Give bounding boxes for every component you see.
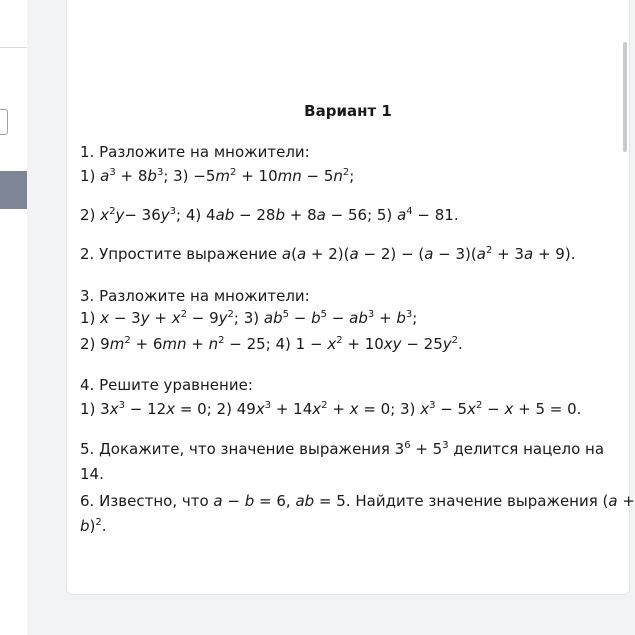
task-3-line-1: 1) $x - 3y + x^2 - 9y^2$; 3) $ab^5 - b^5 - ab^3 + b^3$; bbox=[80, 309, 418, 327]
task-4-header: 4. Решите уравнение: bbox=[80, 376, 253, 394]
left-input-edge[interactable] bbox=[0, 109, 8, 135]
left-button-edge[interactable] bbox=[0, 171, 27, 209]
task-2: 2. Упростите выражение $a(a + 2)(a - 2) - (a - 3)(a^2 + 3a + 9)$. bbox=[80, 245, 576, 263]
task-1-line-2: 2) $x^2y- 36y^3$; 4) 4ab − 28b + 8a − 56; 5) $a^4 - 81$. bbox=[80, 206, 459, 224]
task-5-line-2: 14. bbox=[80, 465, 104, 483]
left-panel bbox=[0, 0, 27, 635]
left-divider bbox=[0, 47, 27, 48]
task-4-line-1: 1) $3x^3 - 12x = 0$; 2) $49x^3 + 14x^2 + x = 0$; 3) $x^3 - 5x^2 - x + 5 = 0$. bbox=[80, 400, 582, 418]
page-title: Вариант 1 bbox=[304, 102, 392, 120]
task-3-header: 3. Разложите на множители: bbox=[80, 287, 310, 305]
task-6-line-2: b)$^2$. bbox=[80, 517, 107, 535]
task-5-line-1: 5. Докажите, что значение выражения $3^6 + 5^3$ делится нацело на bbox=[80, 440, 605, 458]
scrollbar[interactable] bbox=[623, 42, 627, 152]
task-1-header: 1. Разложите на множители: bbox=[80, 143, 310, 161]
task-6-line-1: 6. Известно, что a − b = 6, ab = 5. Найдите значение выражения (a + bbox=[80, 492, 635, 510]
task-1-line-1: 1) $a^3 + 8b^3$; $3) -5m^2 + 10mn - 5n^2$; bbox=[80, 167, 355, 185]
task-3-line-2: 2) $9m^2 + 6mn + n^2 - 25$; 4) $1 - x^2 + 10xy - 25y^2$. bbox=[80, 335, 463, 353]
